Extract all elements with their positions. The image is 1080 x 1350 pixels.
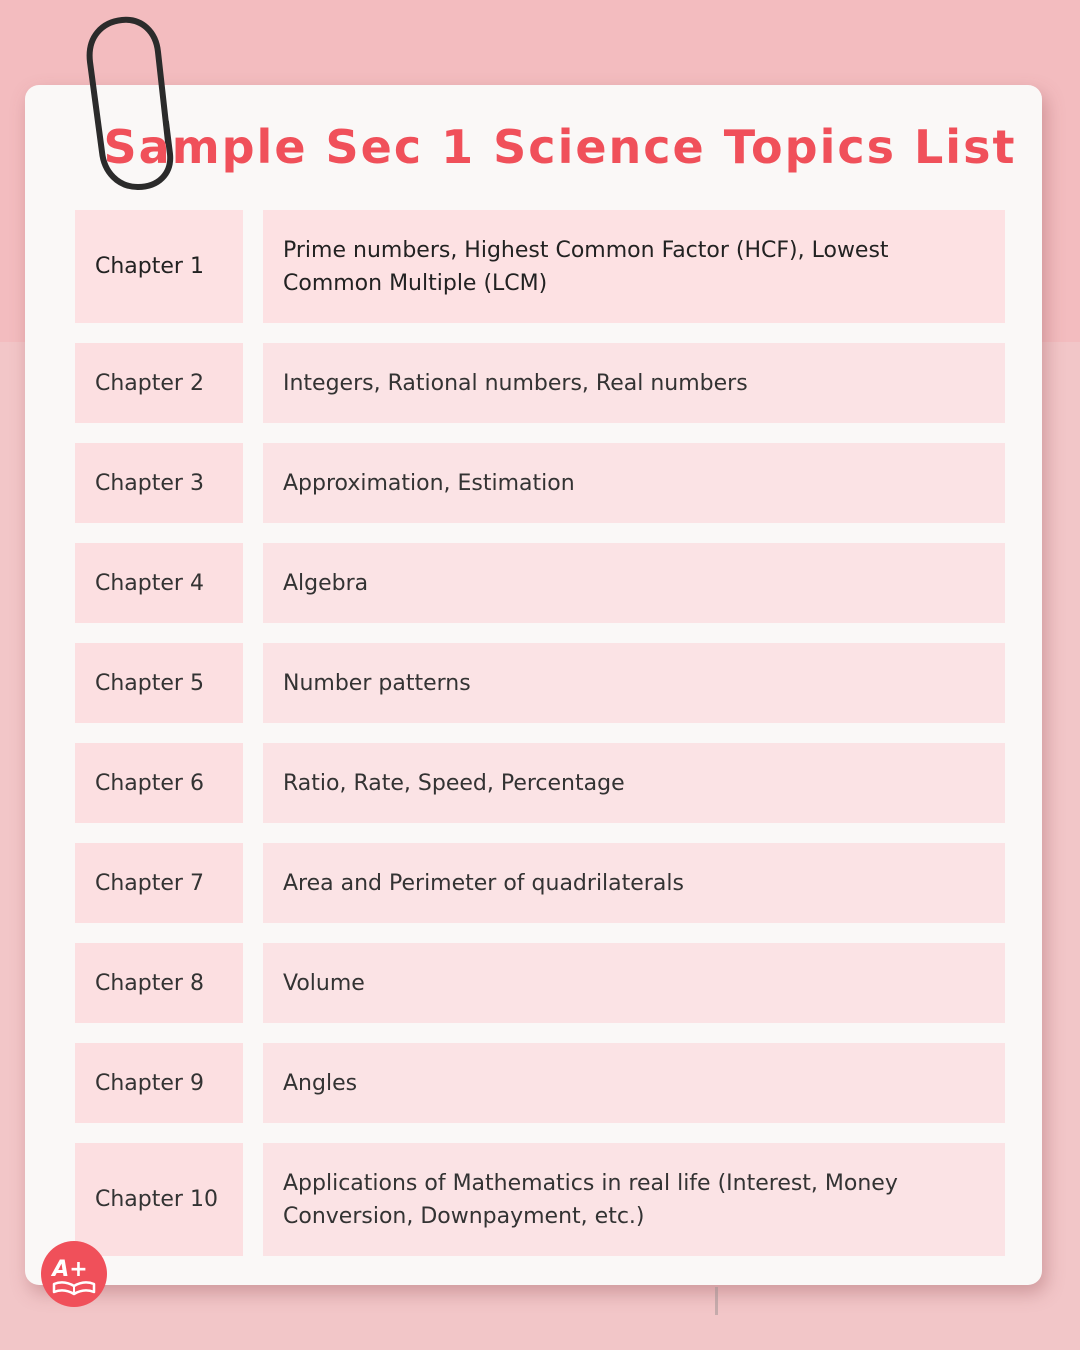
chapter-cell: Chapter 7	[75, 843, 243, 923]
topic-cell: Number patterns	[263, 643, 1005, 723]
a-plus-book-logo-icon	[40, 1240, 108, 1308]
logo-text: A+	[52, 1257, 88, 1282]
chapter-cell: Chapter 9	[75, 1043, 243, 1123]
chapter-cell: Chapter 4	[75, 543, 243, 623]
topic-cell: Algebra	[263, 543, 1005, 623]
table-row	[75, 1043, 1005, 1123]
table-row	[75, 943, 1005, 1023]
topic-cell: Prime numbers, Highest Common Factor (HCF), Lowest Common Multiple (LCM)	[263, 210, 1005, 323]
paperclip-icon	[80, 12, 190, 212]
chapter-cell: Chapter 1	[75, 210, 243, 323]
decorative-mark	[715, 1287, 718, 1315]
table-row	[75, 843, 1005, 923]
table-row	[75, 543, 1005, 623]
topic-cell: Applications of Mathematics in real life (Interest, Money Conversion, Downpayment, etc.)	[263, 1143, 1005, 1256]
chapter-cell: Chapter 2	[75, 343, 243, 423]
table-row	[75, 343, 1005, 423]
page-title: Sample Sec 1 Science Topics List	[103, 120, 1017, 174]
topic-cell: Ratio, Rate, Speed, Percentage	[263, 743, 1005, 823]
table-row	[75, 643, 1005, 723]
chapter-cell: Chapter 8	[75, 943, 243, 1023]
chapter-cell: Chapter 3	[75, 443, 243, 523]
chapter-cell: Chapter 10	[75, 1143, 243, 1256]
topic-cell: Integers, Rational numbers, Real numbers	[263, 343, 1005, 423]
table-row	[75, 1143, 1005, 1256]
topic-cell: Area and Perimeter of quadrilaterals	[263, 843, 1005, 923]
topic-cell: Volume	[263, 943, 1005, 1023]
table-row	[75, 443, 1005, 523]
table-row	[75, 743, 1005, 823]
topics-table	[75, 210, 1005, 1276]
chapter-cell: Chapter 6	[75, 743, 243, 823]
chapter-cell: Chapter 5	[75, 643, 243, 723]
table-row	[75, 210, 1005, 323]
topic-cell: Angles	[263, 1043, 1005, 1123]
topic-cell: Approximation, Estimation	[263, 443, 1005, 523]
